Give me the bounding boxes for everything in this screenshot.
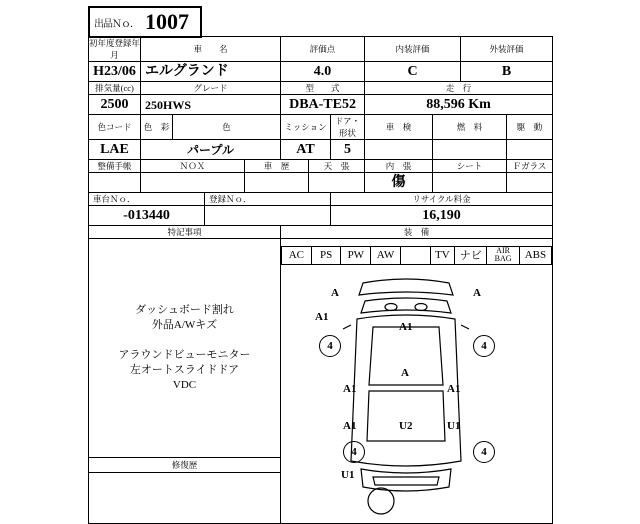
fuel-value — [433, 140, 507, 160]
vehicle-info-table — [88, 36, 553, 524]
mileage-label: 走 行 — [365, 82, 553, 95]
exterior-grade-value: B — [461, 62, 553, 82]
mark-4-right-front: 4 — [473, 335, 495, 357]
mileage-value: 88,596 Km — [365, 95, 553, 115]
mark-a1-left-mid: A1 — [343, 382, 357, 395]
front-glass-value — [507, 173, 553, 193]
equip-airbag-line2: BAG — [494, 254, 512, 263]
fuel-label: 燃 料 — [433, 115, 507, 140]
front-glass-label: Ｆガラス — [507, 160, 553, 173]
ceiling-value — [309, 173, 365, 193]
mark-u1-right-rear: U1 — [447, 419, 461, 432]
grade-score-value: 4.0 — [281, 62, 365, 82]
equip-pw: PW — [341, 246, 371, 264]
equip-airbag — [487, 246, 519, 264]
interior-trim-label: 内 張 — [365, 160, 433, 173]
displacement-value: 2500 — [89, 95, 141, 115]
note-line-2: 外品A/Wキズ — [151, 319, 218, 331]
row-color-values — [89, 140, 553, 160]
model-label: 型 式 — [281, 82, 365, 95]
equipment-table — [281, 246, 552, 265]
note-line-3 — [89, 333, 280, 348]
grade-label: グレード — [141, 82, 281, 95]
maintenance-blank — [89, 173, 141, 193]
mark-a-front-right: A — [473, 286, 481, 299]
row-reg-values — [89, 62, 553, 82]
mark-u2-center: U2 — [399, 419, 413, 432]
equipment-label: 装 備 — [281, 226, 553, 239]
ceiling-label: 天 張 — [309, 160, 365, 173]
row-spec-labels — [89, 82, 553, 95]
maintenance-label: 整備手帳 — [89, 160, 141, 173]
interior-trim-value: 傷 — [365, 173, 433, 193]
equip-blank — [400, 246, 430, 264]
car-damage-diagram — [281, 265, 552, 517]
maintenance-value: ＮＯＸ — [141, 160, 245, 173]
car-name-label: 車 名 — [141, 37, 281, 62]
car-outline-svg — [281, 265, 531, 517]
drive-value — [507, 140, 553, 160]
mark-4-left-rear: 4 — [343, 441, 365, 463]
equip-abs: ABS — [519, 246, 551, 264]
mark-a-roof: A — [401, 366, 409, 379]
mark-a1-hood: A1 — [399, 320, 413, 333]
row-spec-values — [89, 95, 553, 115]
notes-label: 特記事項 — [89, 226, 281, 239]
equip-ac: AC — [282, 246, 312, 264]
lot-number-value: 1007 — [145, 9, 189, 34]
equip-navi: ナビ — [455, 246, 487, 264]
mark-a1-left-front: A1 — [315, 310, 329, 323]
exterior-grade-label: 外装評価 — [461, 37, 553, 62]
row-misc-values — [89, 173, 553, 193]
recycle-fee-label: リサイクル料金 — [331, 193, 553, 206]
equip-ps: PS — [311, 246, 341, 264]
model-value: DBA-TE52 — [281, 95, 365, 115]
lot-number-box — [88, 6, 202, 38]
chassis-value: -013440 — [89, 206, 205, 226]
row-color-labels — [89, 115, 553, 140]
mark-u1-rear: U1 — [341, 468, 355, 481]
chassis-label: 車台Ｎｏ． — [89, 193, 205, 206]
mark-a1-right-mid: A1 — [447, 382, 461, 395]
door-label: ドア・形状 — [331, 115, 365, 140]
fix-history-value — [89, 473, 281, 524]
mission-label: ミッション — [281, 115, 331, 140]
mark-4-left-front: 4 — [319, 335, 341, 357]
grade-value: 250HWS — [141, 95, 281, 115]
equip-airbag-line1: AIR — [496, 246, 510, 255]
colorcode-value: LAE — [89, 140, 141, 160]
reg-no-label: 登録Ｎｏ． — [205, 193, 331, 206]
history-label: 車 歴 — [245, 160, 309, 173]
row-misc-labels — [89, 160, 553, 173]
mission-value: AT — [281, 140, 331, 160]
note-line-5: 左オートスライドドア — [129, 364, 240, 376]
car-name-value: エルグランド — [141, 62, 281, 82]
mark-4-right-rear: 4 — [473, 441, 495, 463]
equip-aw: AW — [371, 246, 401, 264]
first-reg-label: 初年度登録年月 — [89, 38, 141, 60]
notes-cell — [89, 239, 281, 458]
seat-label: シート — [433, 160, 507, 173]
mark-a1-left-rear: A1 — [343, 419, 357, 432]
recycle-fee-value: 16,190 — [331, 206, 553, 226]
row-notes-header — [89, 226, 553, 239]
grade-score-label: 評価点 — [281, 37, 365, 62]
note-line-6: VDC — [172, 379, 197, 391]
equip-tv: TV — [430, 246, 454, 264]
interior-grade-value: C — [365, 62, 461, 82]
seat-value — [433, 173, 507, 193]
equipment-and-diagram-cell — [281, 239, 553, 524]
reg-no-value — [205, 206, 331, 226]
first-reg-value: H23/06 — [89, 62, 141, 82]
note-line-4: アラウンドビューモニター — [118, 349, 251, 361]
row-reg-labels — [89, 37, 553, 62]
fix-history-label: 修復歴 — [89, 458, 281, 473]
colorcode-label: 色コード — [89, 115, 141, 140]
color-label: 色 彩 — [141, 115, 173, 140]
color-label-2: 色 — [173, 115, 281, 140]
inspection-label: 車 検 — [365, 115, 433, 140]
mark-a-front-left: A — [331, 286, 339, 299]
interior-grade-label: 内装評価 — [365, 37, 461, 62]
note-line-1: ダッシュボード割れ — [135, 304, 234, 316]
drive-label: 駆 動 — [507, 115, 553, 140]
row-chassis-labels — [89, 193, 553, 206]
history-value — [245, 173, 309, 193]
lot-number-label: 出品Ｎｏ． — [94, 18, 139, 30]
color-value: パープル — [141, 140, 281, 160]
equipment-row — [282, 246, 552, 264]
maintenance-blank2 — [141, 173, 245, 193]
row-chassis-values — [89, 206, 553, 226]
displacement-label: 排気量(cc) — [89, 82, 141, 95]
inspection-value — [365, 140, 433, 160]
row-notes-diagram — [89, 239, 553, 458]
door-value: 5 — [331, 140, 365, 160]
